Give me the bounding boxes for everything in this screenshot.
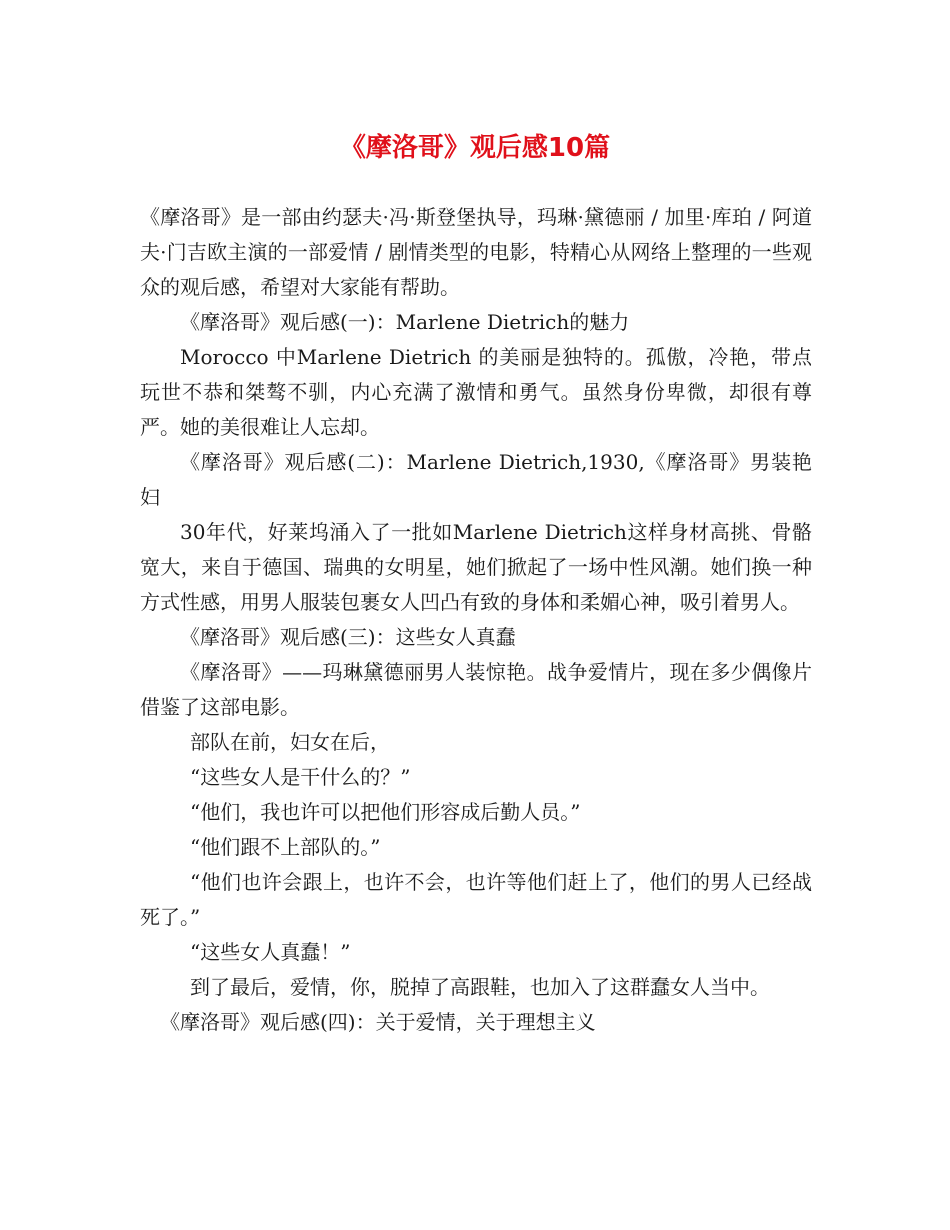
- document-body: [140, 200, 812, 1040]
- dialogue-line: “这些女人是干什么的？”: [190, 765, 411, 789]
- body-paragraph: 到了最后，爱情，你，脱掉了高跟鞋，也加入了这群蠢女人当中。: [190, 975, 770, 999]
- dialogue-line: “他们跟不上部队的。”: [190, 835, 381, 859]
- dialogue-line: “他们也许会跟上，也许不会，也许等他们赶上了，他们的男人已经战死了。”: [140, 870, 812, 929]
- body-paragraph: Morocco 中Marlene Dietrich 的美丽是独特的。孤傲，冷艳，带点玩世不恭和桀骜不驯，内心充满了激情和勇气。虽然身份卑微，却很有尊严。她的美很难让人忘却。: [140, 345, 812, 439]
- document-title: 《摩洛哥》观后感10篇: [339, 133, 611, 163]
- dialogue-line: “他们，我也许可以把他们形容成后勤人员。”: [190, 800, 581, 824]
- section-heading-1: 《摩洛哥》观后感(一)：Marlene Dietrich的魅力: [180, 310, 630, 334]
- intro-paragraph: 《摩洛哥》是一部由约瑟夫·冯·斯登堡执导，玛琳·黛德丽 / 加里·库珀 / 阿道夫·门吉欧主演的一部爱情 / 剧情类型的电影，特精心从网络上整理的一些观众的观后感，希望对大家能有帮助。: [140, 205, 812, 299]
- section-heading-3: 《摩洛哥》观后感(三)：这些女人真蠢: [180, 625, 516, 649]
- body-paragraph: 《摩洛哥》——玛琳黛德丽男人装惊艳。战争爱情片，现在多少偶像片借鉴了这部电影。: [140, 660, 812, 719]
- dialogue-line: “这些女人真蠢！”: [190, 940, 351, 964]
- section-heading-2: 《摩洛哥》观后感(二)：Marlene Dietrich,1930,《摩洛哥》男装艳妇: [140, 450, 812, 509]
- body-paragraph: 30年代，好莱坞涌入了一批如Marlene Dietrich这样身材高挑、骨骼宽大，来自于德国、瑞典的女明星，她们掀起了一场中性风潮。她们换一种方式性感，用男人服装包裹女人凹凸有致的身体和柔媚心神，吸引着男人。: [140, 520, 812, 614]
- body-paragraph: 部队在前，妇女在后，: [190, 730, 390, 754]
- section-heading-4: 《摩洛哥》观后感(四)：关于爱情，关于理想主义: [160, 1010, 596, 1034]
